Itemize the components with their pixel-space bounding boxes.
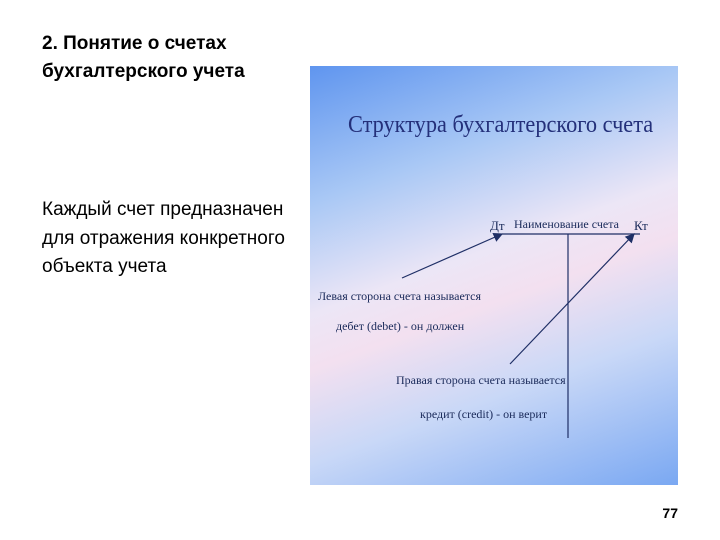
body-text: Каждый счет предназначен для отражения конкретного объекта учета <box>42 199 285 277</box>
dt-label: Дт <box>490 218 505 233</box>
debit-description-line-1: Левая сторона счета называется <box>318 289 482 303</box>
kt-label: Кт <box>634 218 648 233</box>
debit-arrow <box>402 234 502 278</box>
debit-description-line-2: дебет (debet) - он должен <box>336 319 465 333</box>
account-structure-diagram <box>310 66 678 485</box>
slide-title: 2. Понятие о счетах бухгалтерского учета <box>42 33 245 82</box>
diagram-title: Структура бухгалтерского счета <box>348 112 654 138</box>
account-name-label: Наименование счета <box>514 217 619 231</box>
credit-arrow <box>510 234 634 364</box>
credit-description-line-1: Правая сторона счета называется <box>396 373 566 387</box>
credit-description-line-2: кредит (credit) - он верит <box>420 407 548 421</box>
page-number: 77 <box>662 505 678 521</box>
